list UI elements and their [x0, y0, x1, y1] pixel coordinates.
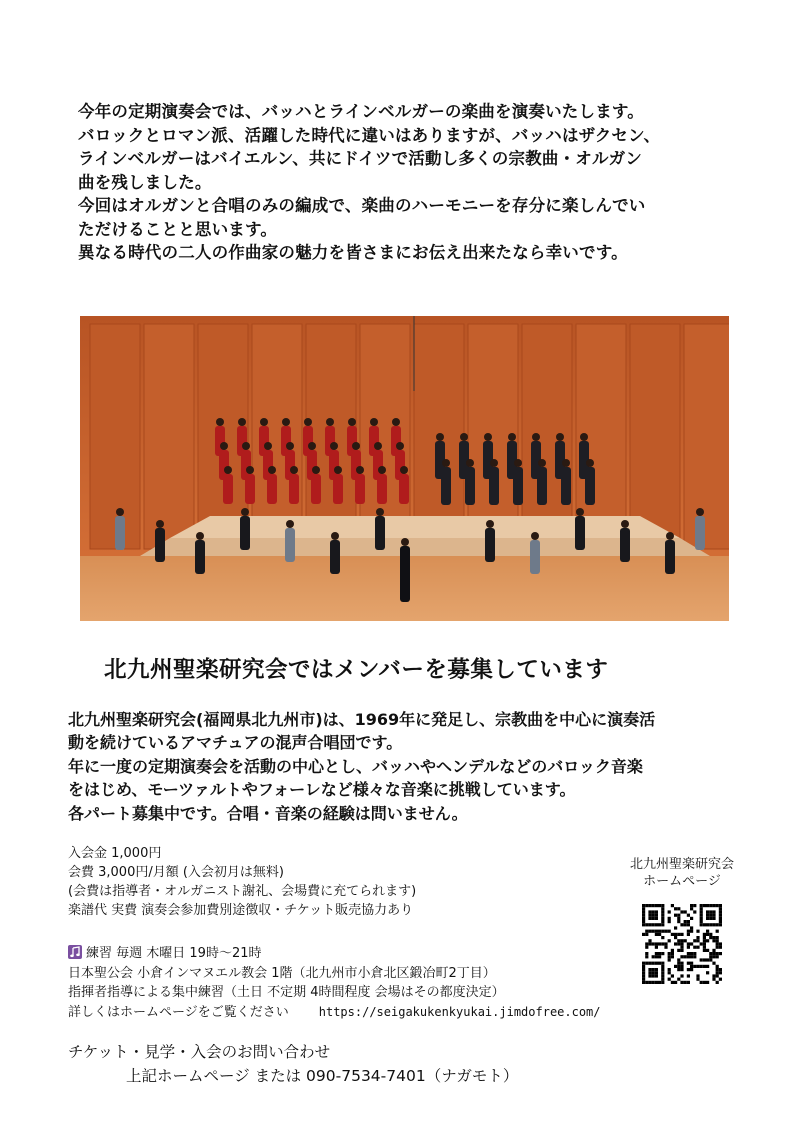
practice-intensive: 指揮者指導による集中練習（土日 不定期 4時間程度 会場はその都度決定）: [68, 985, 505, 1000]
practice-schedule: 練習 毎週 木曜日 19時～21時: [86, 946, 262, 961]
practice-details-text: 詳しくはホームページをご覧ください: [68, 1004, 289, 1020]
wall-panels: [90, 324, 729, 549]
about-line: 動を続けているアマチュアの混声合唱団です。: [68, 733, 403, 753]
intro-line: 異なる時代の二人の作曲家の魅力を皆さまにお伝え出来たなら幸いです。: [78, 243, 628, 262]
intro-line: 今回はオルガンと合唱のみの編成で、楽曲のハーモニーを存分に楽しんでい: [78, 196, 646, 215]
contact-heading: チケット・見学・入会のお問い合わせ: [68, 1043, 331, 1061]
wall-panel: [684, 324, 729, 549]
contact-details: 上記ホームページ または 090-7534-7401（ナガモト）: [126, 1067, 519, 1085]
concert-hall-illustration: [80, 316, 729, 621]
intro-line: ラインベルガーはバイエルン、共にドイツで活動し多くの宗教曲・オルガン: [78, 149, 643, 168]
intro-paragraph: [78, 100, 758, 265]
performer-figure: [223, 466, 233, 504]
about-paragraph: [68, 708, 758, 825]
performer-figure: [333, 466, 343, 504]
wall-panel: [522, 324, 572, 549]
music-note-icon: [68, 945, 82, 959]
performer-figure: [311, 466, 321, 504]
recruitment-headline: 北九州聖楽研究会ではメンバーを募集しています: [104, 657, 609, 683]
intro-line: ただけることと思います。: [78, 219, 278, 239]
qr-caption-line1: 北九州聖楽研究会: [629, 857, 734, 872]
wall-panel: [360, 324, 410, 549]
intro-line: バロックとロマン派、活躍した時代に違いはありますが、バッハはザクセン、: [78, 125, 661, 145]
intro-line: 今年の定期演奏会では、バッハとラインベルガーの楽曲を演奏いたします。: [78, 102, 644, 121]
about-line: 各パート募集中です。合唱・音楽の経験は問いません。: [68, 803, 468, 823]
wall-panel: [90, 324, 140, 549]
about-line: をはじめ、モーツァルトやフォーレなど様々な音楽に挑戦しています。: [68, 780, 576, 800]
performer-figure: [399, 466, 409, 504]
fee-line: 入会金 1,000円: [68, 846, 162, 861]
contact-section: [68, 1040, 668, 1088]
about-line: 北九州聖楽研究会(福岡県北九州市)は、1969年に発足し、宗教曲を中心に演奏活: [68, 710, 656, 729]
practice-section: [68, 944, 648, 1022]
qr-caption-line2: ホームページ: [643, 874, 721, 889]
performer-figure: [400, 538, 410, 602]
fee-line: 会費 3,000円/月額 (入会初月は無料): [68, 865, 285, 880]
wall-panel: [144, 324, 194, 549]
fee-line: 楽譜代 実費 演奏会参加費別途徴収・チケット販売協力あり: [68, 903, 414, 918]
intro-line: 曲を残しました。: [78, 172, 212, 192]
about-line: 年に一度の定期演奏会を活動の中心とし、バッハやヘンデルなどのバロック音楽: [68, 756, 643, 776]
qr-code-icon[interactable]: [642, 904, 722, 984]
performer-figure: [355, 466, 365, 504]
fee-line: (会費は指導者・オルガニスト謝礼、会場費に充てられます): [68, 884, 417, 899]
performer-figure: [267, 466, 277, 504]
fees-section: [68, 844, 588, 920]
concert-photo: [80, 316, 729, 621]
performer-figure: [289, 466, 299, 504]
homepage-link[interactable]: https://seigakukenkyukai.jimdofree.com/: [318, 1004, 601, 1019]
practice-venue: 日本聖公会 小倉インマヌエル教会 1階（北九州市小倉北区鍛冶町2丁目）: [68, 965, 496, 981]
performer-figure: [377, 466, 387, 504]
wall-panel: [630, 324, 680, 549]
performer-figure: [245, 466, 255, 504]
